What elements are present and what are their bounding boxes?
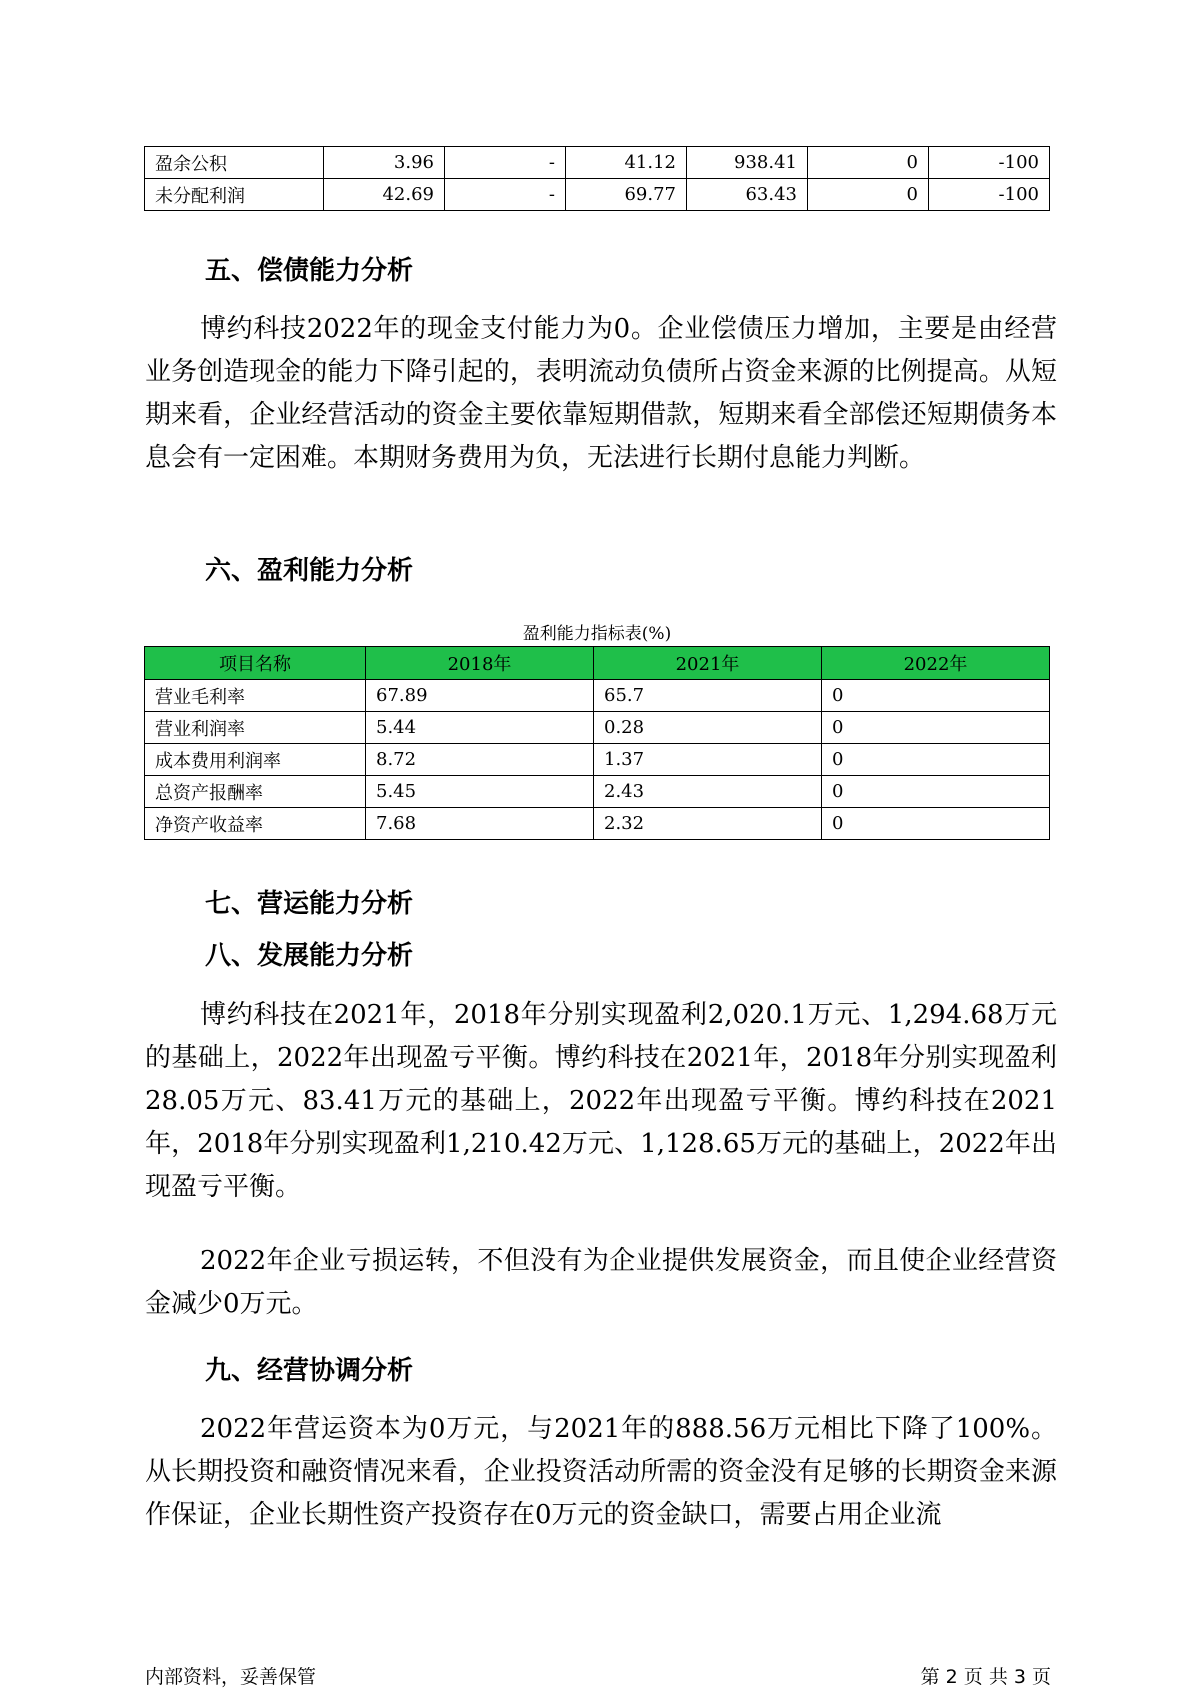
section-paragraph: 2022年企业亏损运转，不但没有为企业提供发展资金，而且使企业经营资金减少0万元。: [145, 1246, 1057, 1319]
table-row: [145, 179, 1050, 211]
footer-note: 内部资料，妥善保管: [145, 1666, 317, 1688]
section-heading: 八、发展能力分析: [205, 941, 414, 971]
row-name: 成本费用利润率: [145, 744, 366, 776]
cell: -100: [929, 147, 1050, 179]
cell: 0.28: [594, 712, 822, 744]
row-name: 未分配利润: [145, 179, 324, 211]
cell: 8.72: [366, 744, 594, 776]
cell: -: [445, 179, 566, 211]
cell: 67.89: [366, 680, 594, 712]
cell: 65.7: [594, 680, 822, 712]
cell: 41.12: [566, 147, 687, 179]
cell: 1.37: [594, 744, 822, 776]
cell: 69.77: [566, 179, 687, 211]
table-row: [145, 680, 1050, 712]
column-header: 2018年: [366, 647, 594, 680]
cell: 0: [822, 680, 1050, 712]
cell: 2.43: [594, 776, 822, 808]
section-heading: 九、经营协调分析: [205, 1356, 414, 1386]
page-number: 第 2 页 共 3 页: [920, 1666, 1051, 1688]
row-name: 营业毛利率: [145, 680, 366, 712]
cell: 5.45: [366, 776, 594, 808]
cell: 63.43: [687, 179, 808, 211]
section-heading: 六、盈利能力分析: [205, 556, 414, 586]
cell: 5.44: [366, 712, 594, 744]
table-caption: 盈利能力指标表(%): [522, 624, 672, 644]
row-name: 总资产报酬率: [145, 776, 366, 808]
table-row: [145, 712, 1050, 744]
cell: 0: [822, 744, 1050, 776]
cell: 3.96: [324, 147, 445, 179]
cell: 0: [822, 712, 1050, 744]
cell: 938.41: [687, 147, 808, 179]
row-name: 净资产收益率: [145, 808, 366, 840]
section-heading: 五、偿债能力分析: [205, 256, 414, 286]
cell: 42.69: [324, 179, 445, 211]
section-paragraph: 2022年营运资本为0万元，与2021年的888.56万元相比下降了100%。从长期投资和融资情况来看，企业投资活动所需的资金没有足够的长期资金来源作保证，企业长期性资产投资存在0万元的资金缺口，需要占用企业流: [145, 1414, 1057, 1530]
cell: 0: [808, 179, 929, 211]
equity-table: [144, 146, 1050, 211]
table-row: [145, 776, 1050, 808]
profit-table: [144, 646, 1050, 840]
section-heading: 七、营运能力分析: [205, 889, 414, 919]
column-header: 项目名称: [145, 647, 366, 680]
cell: -100: [929, 179, 1050, 211]
cell: 0: [822, 808, 1050, 840]
table-header-row: [145, 647, 1050, 680]
table-row: [145, 147, 1050, 179]
row-name: 营业利润率: [145, 712, 366, 744]
cell: 0: [808, 147, 929, 179]
column-header: 2022年: [822, 647, 1050, 680]
cell: 0: [822, 776, 1050, 808]
row-name: 盈余公积: [145, 147, 324, 179]
section-paragraph: 博约科技在2021年，2018年分别实现盈利2,020.1万元、1,294.68万元的基础上，2022年出现盈亏平衡。博约科技在2021年，2018年分别实现盈利28.05万元、83.41万元的基础上，2022年出现盈亏平衡。博约科技在2021年，2018年分别实现盈利1,210.42万元、1,128.65万元的基础上，2022年出现盈亏平衡。: [145, 1000, 1057, 1202]
table-row: [145, 808, 1050, 840]
table-row: [145, 744, 1050, 776]
cell: 2.32: [594, 808, 822, 840]
cell: 7.68: [366, 808, 594, 840]
cell: -: [445, 147, 566, 179]
column-header: 2021年: [594, 647, 822, 680]
section-paragraph: 博约科技2022年的现金支付能力为0。企业偿债压力增加，主要是由经营业务创造现金的能力下降引起的，表明流动负债所占资金来源的比例提高。从短期来看，企业经营活动的资金主要依靠短期借款，短期来看全部偿还短期债务本息会有一定困难。本期财务费用为负，无法进行长期付息能力判断。: [145, 314, 1057, 473]
